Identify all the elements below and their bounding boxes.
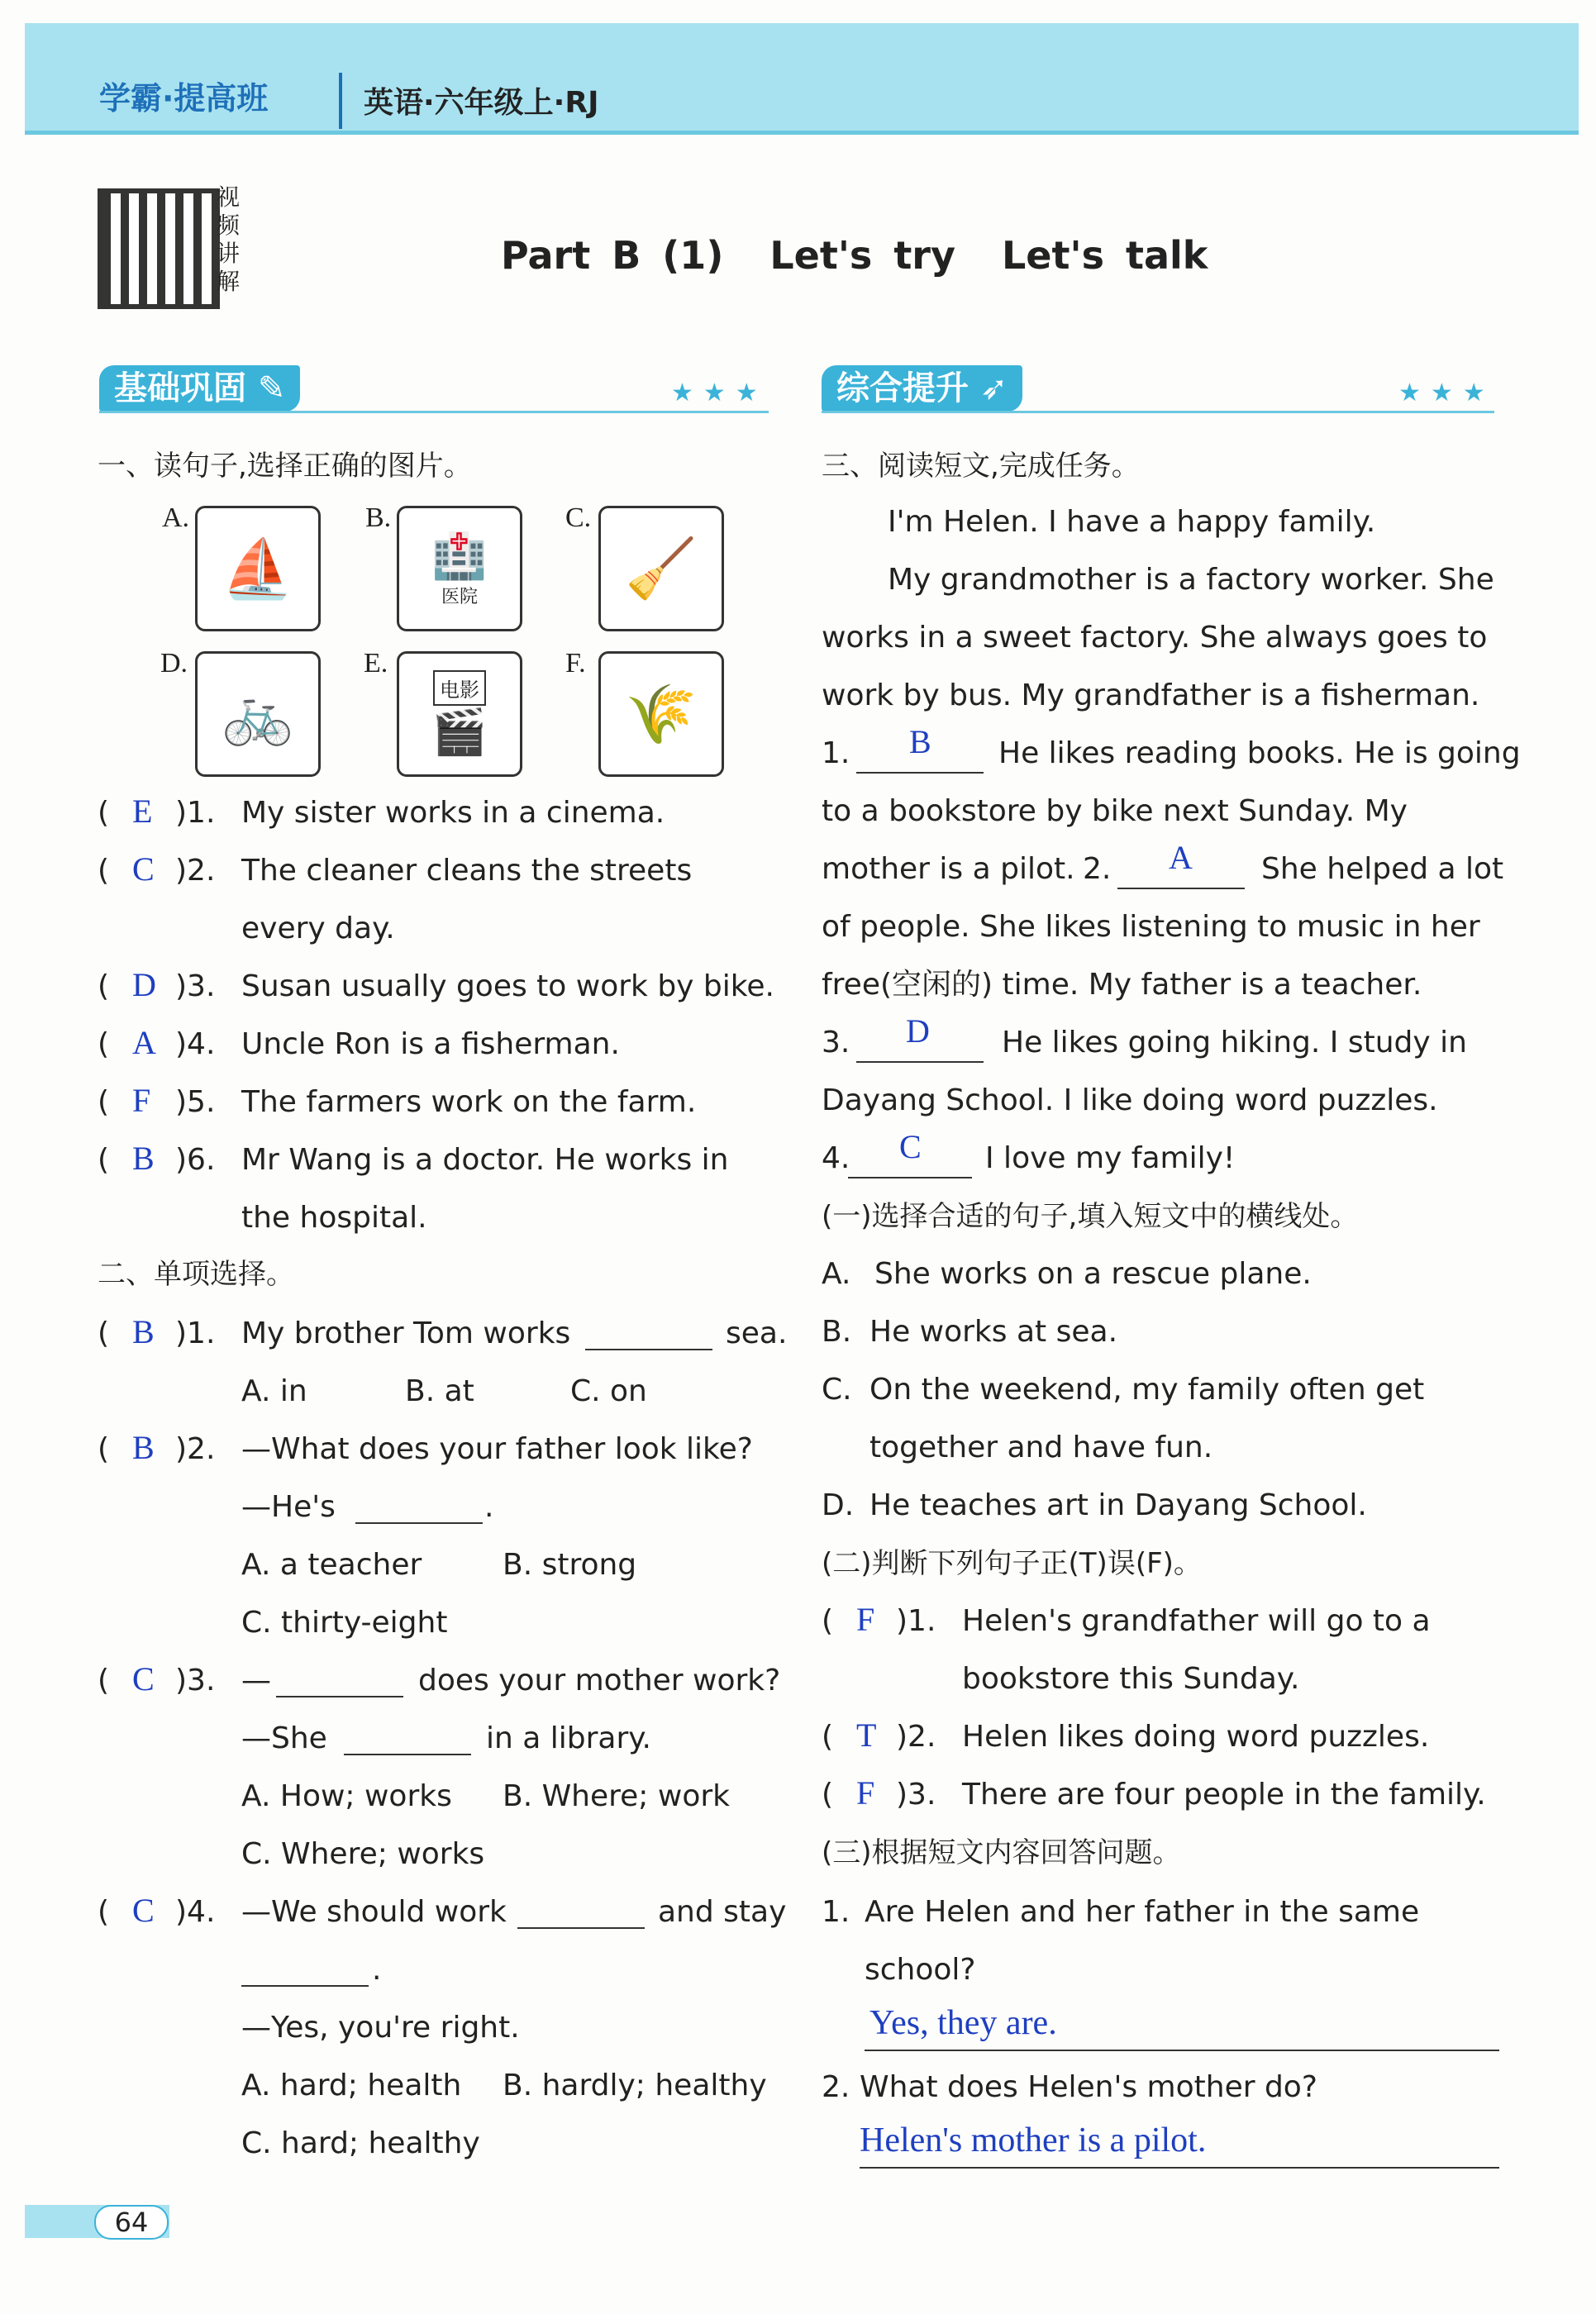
cinema-icon: 电影 🎬	[397, 651, 522, 777]
qr-label: 视 频 讲 解	[217, 183, 241, 295]
section-line-left	[99, 411, 769, 413]
part3-heading: (三)根据短文内容回答问题。	[822, 1836, 1181, 1869]
section-basic: 基础巩固 ✎	[99, 365, 300, 412]
fisherman-boat-icon: ⛵	[195, 506, 321, 631]
section-line-right	[822, 411, 1494, 413]
subject-label: 英语·六年级上·RJ	[364, 86, 599, 120]
hospital-building-icon: 🏥 医院	[397, 506, 522, 631]
street-cleaner-icon: 🧹	[598, 506, 724, 631]
header-divider	[339, 73, 342, 129]
page-title: Part B (1) Let's try Let's talk	[501, 233, 1208, 278]
qr-code[interactable]	[98, 188, 220, 309]
brand-logo: 学霸·提高班	[99, 80, 269, 117]
farm-icon: 🌾	[598, 651, 724, 777]
q1-heading: 一、读句子,选择正确的图片。	[98, 450, 472, 483]
part2-heading: (二)判断下列句子正(T)误(F)。	[822, 1547, 1202, 1580]
bicycle-icon: 🚲	[195, 651, 321, 777]
stars-left: ★★★	[671, 379, 768, 407]
part1-heading: (一)选择合适的句子,填入短文中的横线处。	[822, 1200, 1359, 1233]
section-advanced: 综合提升 ➶	[822, 365, 1022, 412]
q2-heading: 二、单项选择。	[98, 1258, 294, 1291]
q3-heading: 三、阅读短文,完成任务。	[822, 450, 1140, 483]
stars-right: ★★★	[1398, 379, 1495, 407]
page-number: 64	[25, 2205, 169, 2238]
